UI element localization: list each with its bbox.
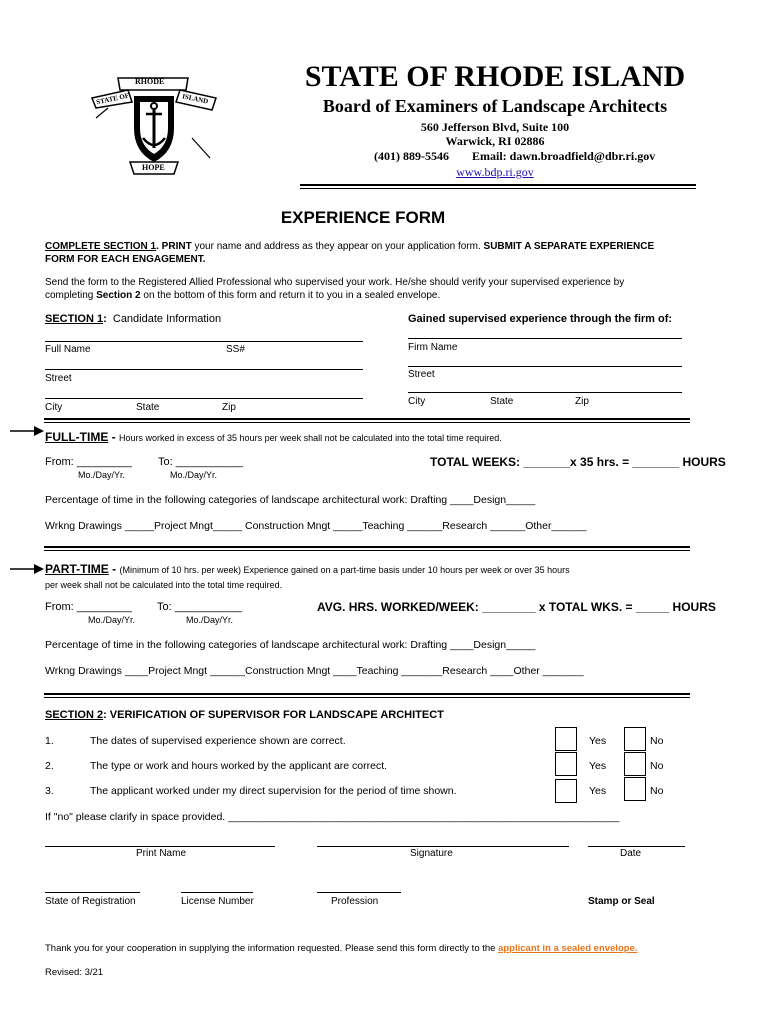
parttime-to-sub: Mo./Day/Yr. — [186, 615, 234, 625]
zip-label: Zip — [222, 402, 236, 413]
header-rule — [300, 184, 696, 189]
fulltime-from-sub: Mo./Day/Yr. — [78, 470, 126, 480]
verify-item-1-text: The dates of supervised experience shown are correct. — [90, 735, 346, 747]
parttime-bottom-rule — [44, 693, 690, 698]
board-title: Board of Examiners of Landscape Architects — [322, 96, 668, 116]
yes-checkbox-3[interactable] — [555, 779, 577, 803]
verify-item-3-num: 3. — [45, 785, 54, 797]
firm-state-label: State — [490, 396, 514, 407]
fulltime-top-rule — [44, 418, 690, 423]
print-name-label: Print Name — [136, 848, 187, 859]
firm-name-label: Firm Name — [408, 342, 458, 353]
yes-label-1: Yes — [589, 735, 607, 747]
verify-item-2-num: 2. — [45, 760, 54, 772]
no-label-2: No — [650, 760, 664, 772]
state-registration-label: State of Registration — [45, 896, 136, 907]
parttime-heading: PART-TIME - (Minimum of 10 hrs. per week) Experience gained on a part-time basis under 10 hours per week or over 35 hours per week shall not be calculated into the total time required. — [45, 562, 570, 590]
full-name-line[interactable] — [45, 341, 363, 342]
seal-text-left: STATE OF — [95, 91, 130, 107]
parttime-from[interactable]: From: _________ — [45, 601, 132, 613]
verify-item-1-num: 1. — [45, 735, 54, 747]
street-line[interactable] — [45, 369, 363, 370]
yes-label-3: Yes — [589, 785, 607, 797]
parttime-avg-hours[interactable]: AVG. HRS. WORKED/WEEK: ________ x TOTAL WKS. = _____ HOURS — [317, 600, 716, 614]
license-number-line[interactable] — [181, 892, 253, 893]
firm-name-line[interactable] — [408, 338, 682, 339]
parttime-categories[interactable]: Wrkng Drawings ____Project Mngt ______Construction Mngt ____Teaching _______Research ____Other _______ — [45, 665, 584, 677]
firm-city-line[interactable] — [408, 392, 682, 393]
no-checkbox-2[interactable] — [624, 752, 646, 776]
state-title: STATE OF RHODE ISLAND — [304, 60, 686, 93]
full-name-label: Full Name — [45, 344, 91, 355]
street-label: Street — [45, 373, 72, 384]
footer-thanks: Thank you for your cooperation in supplying the information requested. Please send this form directly to the applicant in a sealed envelope. — [45, 943, 638, 954]
fulltime-to-sub: Mo./Day/Yr. — [170, 470, 218, 480]
signature-label: Signature — [410, 848, 453, 859]
verify-item-2-text: The type or work and hours worked by the applicant are correct. — [90, 760, 388, 772]
ss-label: SS# — [226, 344, 245, 355]
firm-zip-label: Zip — [575, 396, 589, 407]
seal-text-top: RHODE — [135, 77, 165, 86]
license-number-label: License Number — [181, 896, 254, 907]
city-line[interactable] — [45, 398, 363, 399]
parttime-to[interactable]: To: ___________ — [157, 601, 243, 613]
intro-paragraph-1: COMPLETE SECTION 1. PRINT your name and address as they appear on your application form. SUBMIT A SEPARATE EXPERIENCE FORM FOR EACH ENGAGEMENT. — [45, 241, 655, 265]
section1-heading: SECTION 1: Candidate Information — [45, 313, 222, 325]
arrow-right-icon — [10, 425, 44, 437]
seal-text-right: ISLAND — [181, 92, 209, 106]
email: Email: dawn.broadfield@dbr.ri.gov — [472, 149, 656, 163]
no-label-1: No — [650, 735, 664, 747]
fulltime-total-weeks[interactable]: TOTAL WEEKS: _______x 35 hrs. = _______ HOURS — [430, 455, 726, 469]
no-checkbox-1[interactable] — [624, 727, 646, 751]
state-seal — [88, 68, 218, 178]
no-checkbox-3[interactable] — [624, 777, 646, 801]
clarify-field[interactable]: If "no" please clarify in space provided. ___________________________________________________________________ — [45, 811, 620, 823]
arrow-right-icon — [10, 563, 44, 575]
section2-heading: SECTION 2: VERIFICATION OF SUPERVISOR FOR LANDSCAPE ARCHITECT — [45, 709, 444, 721]
yes-checkbox-1[interactable] — [555, 727, 577, 751]
state-registration-line[interactable] — [45, 892, 140, 893]
firm-city-label: City — [408, 396, 426, 407]
firm-heading: Gained supervised experience through the firm of: — [408, 313, 673, 325]
parttime-from-sub: Mo./Day/Yr. — [88, 615, 136, 625]
profession-line[interactable] — [317, 892, 401, 893]
website-link[interactable]: www.bdp.ri.gov — [456, 165, 534, 179]
yes-label-2: Yes — [589, 760, 607, 772]
firm-street-label: Street — [408, 369, 435, 380]
date-label: Date — [620, 848, 642, 859]
profession-label: Profession — [331, 896, 379, 907]
intro-paragraph-2: Send the form to the Registered Allied Professional who supervised your work. He/she should verify your supervised experience by completing Section 2 on the bottom of this form and return it to you in a sealed envelope. — [45, 277, 625, 301]
form-title: EXPERIENCE FORM — [280, 208, 446, 227]
state-label: State — [136, 402, 160, 413]
revised-date: Revised: 3/21 — [45, 967, 104, 978]
print-name-line[interactable] — [45, 846, 275, 847]
fulltime-bottom-rule — [44, 546, 690, 551]
date-line[interactable] — [588, 846, 685, 847]
address-line-2: Warwick, RI 02886 — [445, 134, 545, 148]
verify-item-3-text: The applicant worked under my direct supervision for the period of time shown. — [90, 785, 457, 797]
phone: (401) 889-5546 — [374, 149, 449, 163]
fulltime-to[interactable]: To: ___________ — [158, 456, 244, 468]
fulltime-percentage[interactable]: Percentage of time in the following categories of landscape architectural work: Drafting ____Design_____ — [45, 494, 536, 506]
fulltime-heading: FULL-TIME - Hours worked in excess of 35 hours per week shall not be calculated into the total time required. — [45, 430, 502, 444]
yes-checkbox-2[interactable] — [555, 752, 577, 776]
fulltime-from[interactable]: From: _________ — [45, 456, 132, 468]
signature-line[interactable] — [317, 846, 569, 847]
city-label: City — [45, 402, 63, 413]
applicant-link[interactable]: applicant in a sealed envelope. — [498, 943, 638, 954]
fulltime-categories[interactable]: Wrkng Drawings _____Project Mngt_____ Construction Mngt _____Teaching ______Research ______Other______ — [45, 520, 587, 532]
address-line-1: 560 Jefferson Blvd, Suite 100 — [420, 120, 570, 134]
stamp-seal-label: Stamp or Seal — [588, 896, 655, 907]
no-label-3: No — [650, 785, 664, 797]
seal-text-bottom: HOPE — [142, 163, 165, 172]
firm-street-line[interactable] — [408, 366, 682, 367]
parttime-percentage[interactable]: Percentage of time in the following categories of landscape architectural work: Drafting ____Design_____ — [45, 639, 536, 651]
